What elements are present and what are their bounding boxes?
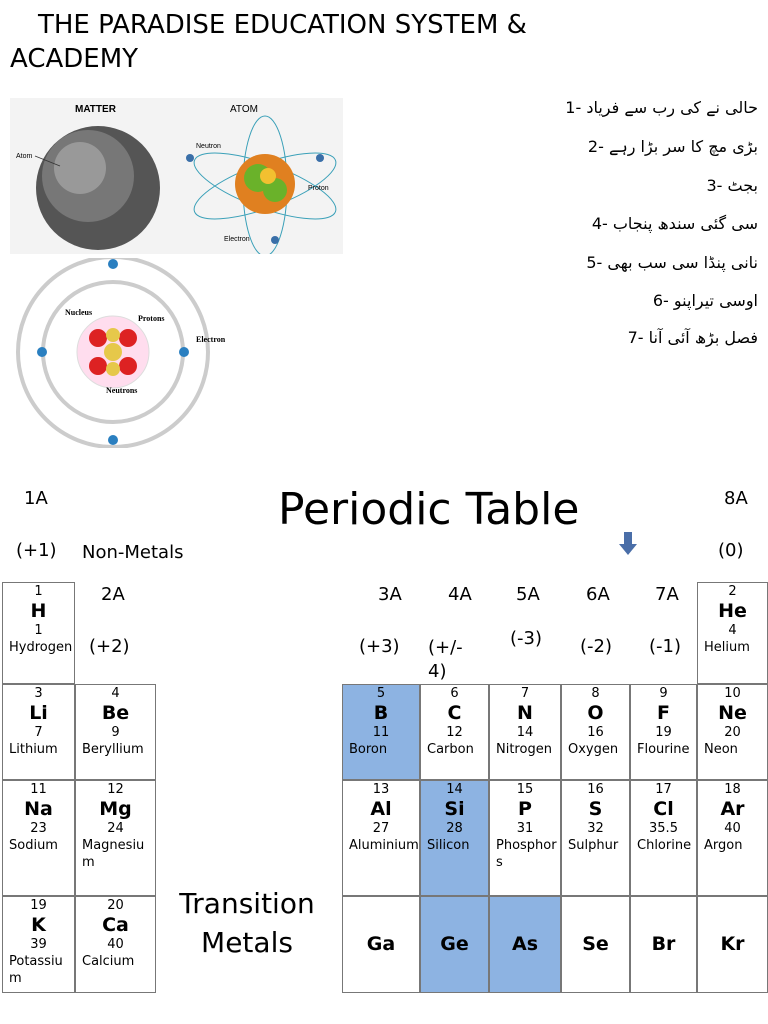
matter-label: MATTER	[75, 104, 116, 115]
element-cell-be: 4 Be 9 Beryllium	[75, 684, 156, 780]
element-cell-ar: 18 Ar 40 Argon	[697, 780, 768, 896]
group-8a-label: 8A	[724, 488, 748, 509]
down-arrow-icon	[619, 532, 637, 556]
element-cell-ga: Ga	[342, 896, 420, 993]
matter-atom-image	[10, 98, 343, 254]
element-cell-c: 6 C 12 Carbon	[420, 684, 489, 780]
element-cell-na: 11 Na 23 Sodium	[2, 780, 75, 896]
group-2a-label: 2A	[101, 584, 125, 605]
non-metals-label: Non-Metals	[82, 542, 184, 563]
group-1a-label: 1A	[24, 488, 48, 509]
element-cell-n: 7 N 14 Nitrogen	[489, 684, 561, 780]
element-cell-ca: 20 Ca 40 Calcium	[75, 896, 156, 993]
element-cell-as: As	[489, 896, 561, 993]
urdu-item-5: نانی پنڈا سی سب بھی -5	[586, 253, 758, 272]
element-cell-li: 3 Li 7 Lithium	[2, 684, 75, 780]
urdu-item-7: فصل بڑھ آئی آنا -7	[627, 328, 758, 347]
svg-text:Proton: Proton	[308, 185, 329, 192]
element-cell-ne: 10 Ne 20 Neon	[697, 684, 768, 780]
group-5a-charge: (-3)	[510, 628, 542, 649]
urdu-item-2: بڑی مچ کا سر بڑا رہے -2	[587, 137, 758, 156]
svg-text:Neutrons: Neutrons	[106, 386, 138, 395]
group-4a-charge: (+/- 4)	[428, 637, 463, 682]
group-4a-label: 4A	[448, 584, 472, 605]
group-7a-charge: (-1)	[649, 636, 681, 657]
element-cell-b: 5 B 11 Boron	[342, 684, 420, 780]
element-cell-f: 9 F 19 Flourine	[630, 684, 697, 780]
group-8a-charge: (0)	[718, 540, 744, 561]
svg-text:Neutron: Neutron	[196, 143, 221, 150]
matter-sphere-icon	[36, 126, 160, 250]
svg-text:Protons: Protons	[138, 314, 165, 323]
urdu-item-4: سی گئی سندھ پنجاب -4	[591, 214, 758, 233]
svg-text:Nucleus: Nucleus	[65, 308, 93, 317]
svg-text:Electron: Electron	[196, 335, 226, 344]
group-6a-label: 6A	[586, 584, 610, 605]
svg-text:Electron: Electron	[224, 236, 250, 243]
element-cell-cl: 17 Cl 35.5 Chlorine	[630, 780, 697, 896]
urdu-item-1: حالی نے کی رب سے فریاد -1	[565, 98, 758, 117]
element-cell-he: 2 He 4 Helium	[697, 582, 768, 684]
bohr-model-image	[10, 258, 240, 448]
element-cell-ge: Ge	[420, 896, 489, 993]
group-5a-label: 5A	[516, 584, 540, 605]
group-6a-charge: (-2)	[580, 636, 612, 657]
element-cell-s: 16 S 32 Sulphur	[561, 780, 630, 896]
atom-label: ATOM	[230, 104, 258, 115]
urdu-item-6: اوسی تیراپنو -6	[652, 291, 758, 310]
group-3a-label: 3A	[378, 584, 402, 605]
urdu-item-3: بجٹ -3	[706, 176, 758, 195]
element-cell-o: 8 O 16 Oxygen	[561, 684, 630, 780]
transition-metals-label: Transition Metals	[179, 887, 315, 959]
group-3a-charge: (+3)	[359, 636, 400, 657]
group-7a-label: 7A	[655, 584, 679, 605]
page-title: THE PARADISE EDUCATION SYSTEM & ACADEMY	[10, 10, 527, 74]
element-cell-h: 1 H 1 Hydrogen	[2, 582, 75, 684]
element-cell-al: 13 Al 27 Aluminium	[342, 780, 420, 896]
group-2a-charge: (+2)	[89, 636, 130, 657]
element-cell-kr: Kr	[697, 896, 768, 993]
element-cell-br: Br	[630, 896, 697, 993]
element-cell-k: 19 K 39 Potassium	[2, 896, 75, 993]
periodic-table-heading: Periodic Table	[278, 484, 580, 535]
svg-text:Atom: Atom	[16, 153, 33, 160]
element-cell-se: Se	[561, 896, 630, 993]
element-cell-mg: 12 Mg 24 Magnesium	[75, 780, 156, 896]
group-1a-charge: (+1)	[16, 540, 57, 561]
element-cell-si: 14 Si 28 Silicon	[420, 780, 489, 896]
element-cell-p: 15 P 31 Phosphors	[489, 780, 561, 896]
